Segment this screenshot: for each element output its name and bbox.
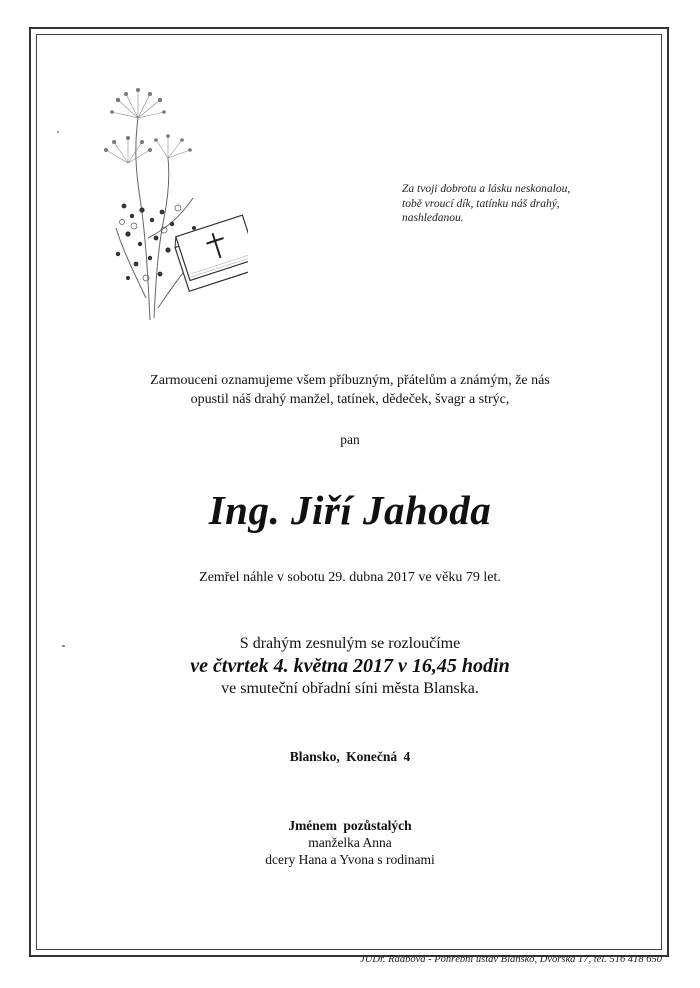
- family-address: Blansko, Konečná 4: [289, 749, 411, 764]
- death-notice: Zemřel náhle v sobotu 29. dubna 2017 ve věku 79 let.: [199, 570, 501, 585]
- deceased-name: Ing. Jiří Jahoda: [208, 487, 492, 533]
- farewell-place: ve smuteční obřadní síni města Blanska.: [221, 680, 479, 697]
- flowers-and-bible-icon: [98, 88, 248, 326]
- survivor-line: manželka Anna: [308, 835, 392, 850]
- farewell-date-time: ve čtvrtek 4. května 2017 v 16,45 hodin: [190, 655, 510, 677]
- survivors: [0, 817, 700, 868]
- intro-line: Zarmouceni oznamujeme všem příbuzným, přátelům a známým, že nás: [150, 373, 550, 388]
- verse-line: tobě vroucí dík, tatínku náš drahý,: [402, 197, 560, 210]
- title-prefix: pan: [340, 432, 360, 447]
- scan-speck: [57, 131, 59, 133]
- farewell-intro: S drahým zesnulým se rozloučíme: [239, 635, 461, 652]
- survivor-line: dcery Hana a Yvona s rodinami: [265, 852, 435, 867]
- funeral-home-footer: JUDr. Raabová - Pohřební ústav Blansko, Dvorská 17, tel. 516 418 650: [360, 954, 662, 965]
- verse-line: Za tvoji dobrotu a lásku neskonalou,: [402, 183, 571, 195]
- announcement-intro: [0, 372, 700, 409]
- intro-line: opustil náš drahý manžel, tatínek, dědeček, švagr a strýc,: [190, 391, 510, 407]
- memorial-verse: [402, 182, 642, 226]
- farewell-details: [0, 634, 700, 699]
- survivors-lead: Jménem pozůstalých: [288, 818, 412, 833]
- verse-line: nashledanou.: [402, 212, 464, 224]
